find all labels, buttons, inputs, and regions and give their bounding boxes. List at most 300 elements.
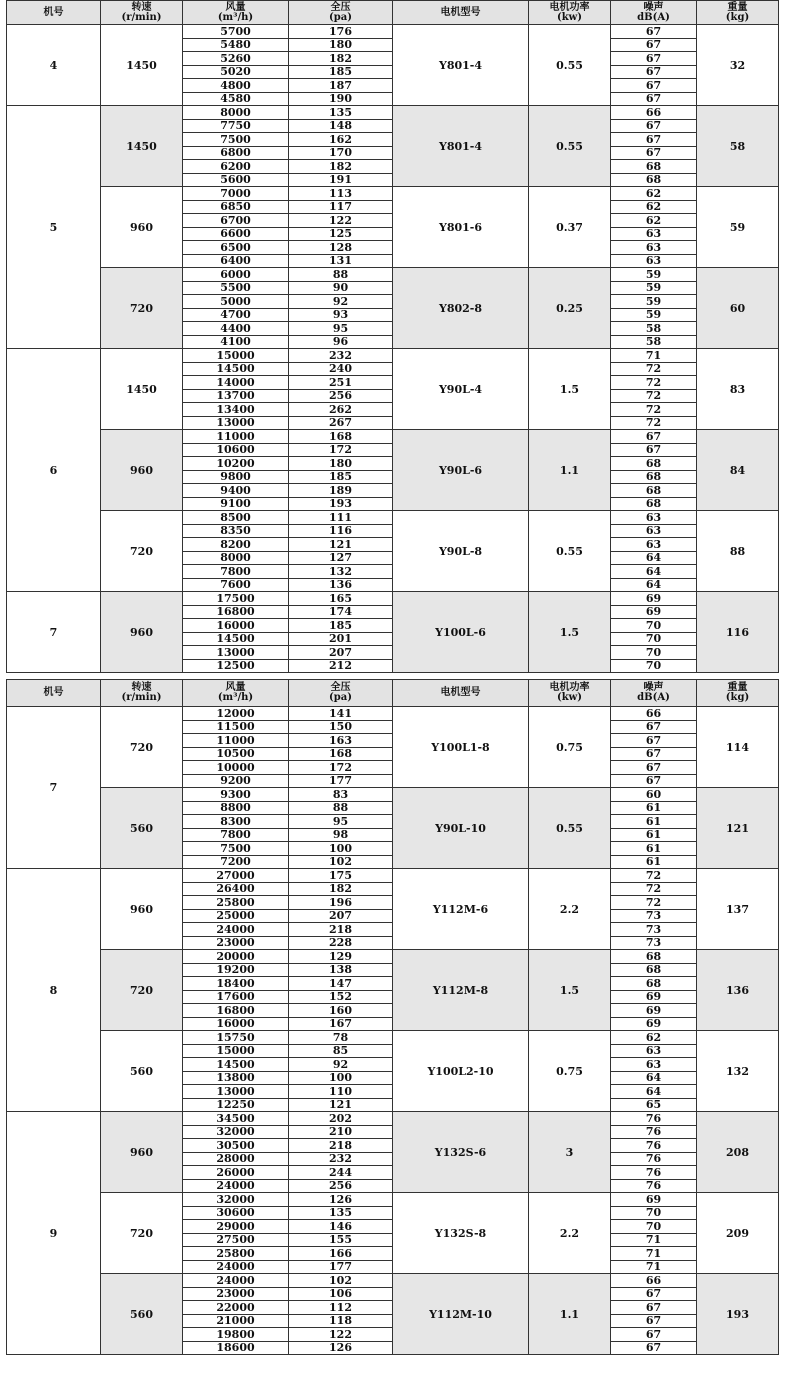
flow-cell: 29000: [183, 1220, 289, 1234]
flow-cell: 5700: [183, 25, 289, 39]
pressure-cell: 191: [289, 173, 393, 187]
pressure-cell: 172: [289, 443, 393, 457]
noise-cell: 67: [611, 65, 697, 79]
pressure-cell: 128: [289, 241, 393, 255]
noise-cell: 62: [611, 200, 697, 214]
pressure-cell: 182: [289, 52, 393, 66]
machine-number-cell: 8: [7, 869, 101, 1112]
table-row: [7, 950, 779, 964]
pressure-cell: 185: [289, 470, 393, 484]
weight-cell: 121: [697, 788, 779, 869]
flow-cell: 6700: [183, 214, 289, 228]
flow-cell: 5020: [183, 65, 289, 79]
table-row: [7, 869, 779, 883]
noise-cell: 64: [611, 565, 697, 579]
speed-cell: 1450: [101, 349, 183, 430]
noise-cell: 68: [611, 470, 697, 484]
table-row: [7, 349, 779, 363]
flow-cell: 24000: [183, 1274, 289, 1288]
noise-cell: 62: [611, 1031, 697, 1045]
noise-cell: 63: [611, 524, 697, 538]
weight-cell: 58: [697, 106, 779, 187]
noise-cell: 63: [611, 241, 697, 255]
pressure-cell: 168: [289, 430, 393, 444]
pressure-cell: 98: [289, 828, 393, 842]
flow-cell: 23000: [183, 1287, 289, 1301]
motor-model-cell: Y100L-6: [393, 592, 529, 673]
header-noise: 噪声 dB(A): [611, 1, 697, 25]
noise-cell: 67: [611, 747, 697, 761]
flow-cell: 16800: [183, 1004, 289, 1018]
machine-number-cell: 5: [7, 106, 101, 349]
noise-cell: 73: [611, 936, 697, 950]
noise-cell: 59: [611, 295, 697, 309]
pressure-cell: 176: [289, 25, 393, 39]
noise-cell: 72: [611, 882, 697, 896]
flow-cell: 12500: [183, 659, 289, 673]
flow-cell: 16800: [183, 605, 289, 619]
speed-cell: 560: [101, 1274, 183, 1355]
noise-cell: 64: [611, 551, 697, 565]
noise-cell: 60: [611, 788, 697, 802]
pressure-cell: 147: [289, 977, 393, 991]
weight-cell: 32: [697, 25, 779, 106]
speed-cell: 960: [101, 1112, 183, 1193]
weight-cell: 114: [697, 707, 779, 788]
pressure-cell: 88: [289, 801, 393, 815]
pressure-cell: 132: [289, 565, 393, 579]
noise-cell: 69: [611, 592, 697, 606]
noise-cell: 66: [611, 707, 697, 721]
speed-cell: 720: [101, 707, 183, 788]
weight-cell: 88: [697, 511, 779, 592]
pressure-cell: 218: [289, 923, 393, 937]
flow-cell: 26000: [183, 1166, 289, 1180]
speed-cell: 720: [101, 950, 183, 1031]
flow-cell: 10600: [183, 443, 289, 457]
header-weight: 重量 (kg): [697, 1, 779, 25]
flow-cell: 7200: [183, 855, 289, 869]
flow-cell: 6850: [183, 200, 289, 214]
pressure-cell: 170: [289, 146, 393, 160]
pressure-cell: 267: [289, 416, 393, 430]
header-speed: 转速 (r/min): [101, 1, 183, 25]
pressure-cell: 175: [289, 869, 393, 883]
noise-cell: 67: [611, 25, 697, 39]
pressure-cell: 92: [289, 1058, 393, 1072]
pressure-cell: 129: [289, 950, 393, 964]
table-row: [7, 187, 779, 201]
speed-cell: 1450: [101, 25, 183, 106]
noise-cell: 71: [611, 1247, 697, 1261]
speed-cell: 720: [101, 1193, 183, 1274]
flow-cell: 21000: [183, 1314, 289, 1328]
noise-cell: 69: [611, 1017, 697, 1031]
flow-cell: 34500: [183, 1112, 289, 1126]
pressure-cell: 162: [289, 133, 393, 147]
flow-cell: 6200: [183, 160, 289, 174]
table-row: [7, 511, 779, 525]
noise-cell: 67: [611, 720, 697, 734]
pressure-cell: 122: [289, 214, 393, 228]
flow-cell: 5000: [183, 295, 289, 309]
table-row: [7, 430, 779, 444]
flow-cell: 16000: [183, 1017, 289, 1031]
noise-cell: 61: [611, 855, 697, 869]
power-cell: 1.1: [529, 430, 611, 511]
noise-cell: 68: [611, 457, 697, 471]
pressure-cell: 78: [289, 1031, 393, 1045]
flow-cell: 32000: [183, 1193, 289, 1207]
flow-cell: 19800: [183, 1328, 289, 1342]
header-power: 电机功率 (kw): [529, 680, 611, 707]
flow-cell: 24000: [183, 923, 289, 937]
motor-model-cell: Y801-4: [393, 106, 529, 187]
speed-cell: 560: [101, 788, 183, 869]
table-body: [7, 707, 779, 1355]
pressure-cell: 190: [289, 92, 393, 106]
flow-cell: 27500: [183, 1233, 289, 1247]
pressure-cell: 85: [289, 1044, 393, 1058]
pressure-cell: 165: [289, 592, 393, 606]
noise-cell: 72: [611, 403, 697, 417]
pressure-cell: 117: [289, 200, 393, 214]
pressure-cell: 110: [289, 1085, 393, 1099]
noise-cell: 70: [611, 619, 697, 633]
flow-cell: 14500: [183, 362, 289, 376]
noise-cell: 67: [611, 92, 697, 106]
flow-cell: 8000: [183, 106, 289, 120]
noise-cell: 67: [611, 734, 697, 748]
noise-cell: 68: [611, 950, 697, 964]
flow-cell: 10200: [183, 457, 289, 471]
speed-cell: 960: [101, 430, 183, 511]
noise-cell: 58: [611, 322, 697, 336]
flow-cell: 27000: [183, 869, 289, 883]
noise-cell: 70: [611, 1220, 697, 1234]
noise-cell: 67: [611, 1341, 697, 1355]
pressure-cell: 100: [289, 1071, 393, 1085]
flow-cell: 32000: [183, 1125, 289, 1139]
motor-model-cell: Y801-6: [393, 187, 529, 268]
machine-number-cell: 6: [7, 349, 101, 592]
flow-cell: 5500: [183, 281, 289, 295]
noise-cell: 70: [611, 1206, 697, 1220]
pressure-cell: 88: [289, 268, 393, 282]
table-header-row: [7, 680, 779, 707]
fan-spec-table-1: [6, 0, 779, 673]
flow-cell: 14500: [183, 632, 289, 646]
speed-cell: 960: [101, 187, 183, 268]
flow-cell: 10000: [183, 761, 289, 775]
flow-cell: 12250: [183, 1098, 289, 1112]
pressure-cell: 150: [289, 720, 393, 734]
noise-cell: 76: [611, 1179, 697, 1193]
pressure-cell: 168: [289, 747, 393, 761]
pressure-cell: 116: [289, 524, 393, 538]
noise-cell: 67: [611, 133, 697, 147]
flow-cell: 11000: [183, 734, 289, 748]
noise-cell: 76: [611, 1152, 697, 1166]
pressure-cell: 232: [289, 1152, 393, 1166]
noise-cell: 67: [611, 430, 697, 444]
pressure-cell: 207: [289, 909, 393, 923]
pressure-cell: 256: [289, 389, 393, 403]
pressure-cell: 228: [289, 936, 393, 950]
noise-cell: 68: [611, 497, 697, 511]
weight-cell: 59: [697, 187, 779, 268]
table-row: [7, 788, 779, 802]
pressure-cell: 125: [289, 227, 393, 241]
weight-cell: 83: [697, 349, 779, 430]
flow-cell: 8800: [183, 801, 289, 815]
flow-cell: 23000: [183, 936, 289, 950]
pressure-cell: 185: [289, 65, 393, 79]
pressure-cell: 126: [289, 1341, 393, 1355]
table-row: [7, 106, 779, 120]
pressure-cell: 92: [289, 295, 393, 309]
flow-cell: 6400: [183, 254, 289, 268]
pressure-cell: 148: [289, 119, 393, 133]
weight-cell: 132: [697, 1031, 779, 1112]
flow-cell: 9300: [183, 788, 289, 802]
speed-cell: 1450: [101, 106, 183, 187]
flow-cell: 22000: [183, 1301, 289, 1315]
pressure-cell: 131: [289, 254, 393, 268]
flow-cell: 17600: [183, 990, 289, 1004]
pressure-cell: 193: [289, 497, 393, 511]
flow-cell: 15000: [183, 349, 289, 363]
noise-cell: 67: [611, 38, 697, 52]
noise-cell: 64: [611, 1085, 697, 1099]
pressure-cell: 207: [289, 646, 393, 660]
flow-cell: 8200: [183, 538, 289, 552]
flow-cell: 13400: [183, 403, 289, 417]
noise-cell: 69: [611, 990, 697, 1004]
pressure-cell: 174: [289, 605, 393, 619]
pressure-cell: 93: [289, 308, 393, 322]
pressure-cell: 182: [289, 882, 393, 896]
motor-model-cell: Y802-8: [393, 268, 529, 349]
motor-model-cell: Y112M-8: [393, 950, 529, 1031]
header-speed: 转速 (r/min): [101, 680, 183, 707]
pressure-cell: 182: [289, 160, 393, 174]
pressure-cell: 167: [289, 1017, 393, 1031]
pressure-cell: 111: [289, 511, 393, 525]
pressure-cell: 152: [289, 990, 393, 1004]
pressure-cell: 141: [289, 707, 393, 721]
noise-cell: 61: [611, 815, 697, 829]
pressure-cell: 95: [289, 322, 393, 336]
noise-cell: 66: [611, 1274, 697, 1288]
table-body: [7, 25, 779, 673]
noise-cell: 73: [611, 909, 697, 923]
pressure-cell: 240: [289, 362, 393, 376]
flow-cell: 5480: [183, 38, 289, 52]
pressure-cell: 106: [289, 1287, 393, 1301]
noise-cell: 72: [611, 896, 697, 910]
flow-cell: 13700: [183, 389, 289, 403]
pressure-cell: 180: [289, 457, 393, 471]
header-pressure: 全压 (pa): [289, 1, 393, 25]
flow-cell: 7000: [183, 187, 289, 201]
noise-cell: 66: [611, 106, 697, 120]
power-cell: 0.75: [529, 1031, 611, 1112]
noise-cell: 59: [611, 281, 697, 295]
header-pressure: 全压 (pa): [289, 680, 393, 707]
flow-cell: 6000: [183, 268, 289, 282]
flow-cell: 16000: [183, 619, 289, 633]
pressure-cell: 90: [289, 281, 393, 295]
pressure-cell: 180: [289, 38, 393, 52]
power-cell: 0.55: [529, 788, 611, 869]
noise-cell: 70: [611, 632, 697, 646]
pressure-cell: 189: [289, 484, 393, 498]
noise-cell: 72: [611, 362, 697, 376]
flow-cell: 9100: [183, 497, 289, 511]
pressure-cell: 136: [289, 578, 393, 592]
noise-cell: 72: [611, 416, 697, 430]
machine-number-cell: 7: [7, 592, 101, 673]
pressure-cell: 212: [289, 659, 393, 673]
header-machine: 机号: [7, 1, 101, 25]
flow-cell: 9400: [183, 484, 289, 498]
flow-cell: 5600: [183, 173, 289, 187]
noise-cell: 70: [611, 659, 697, 673]
noise-cell: 63: [611, 1058, 697, 1072]
flow-cell: 6600: [183, 227, 289, 241]
flow-cell: 4580: [183, 92, 289, 106]
power-cell: 2.2: [529, 1193, 611, 1274]
flow-cell: 28000: [183, 1152, 289, 1166]
pressure-cell: 201: [289, 632, 393, 646]
flow-cell: 30500: [183, 1139, 289, 1153]
motor-model-cell: Y100L1-8: [393, 707, 529, 788]
flow-cell: 30600: [183, 1206, 289, 1220]
flow-cell: 13000: [183, 416, 289, 430]
weight-cell: 208: [697, 1112, 779, 1193]
weight-cell: 209: [697, 1193, 779, 1274]
flow-cell: 14500: [183, 1058, 289, 1072]
flow-cell: 10500: [183, 747, 289, 761]
noise-cell: 59: [611, 268, 697, 282]
pressure-cell: 218: [289, 1139, 393, 1153]
flow-cell: 18600: [183, 1341, 289, 1355]
noise-cell: 68: [611, 160, 697, 174]
table-row: [7, 707, 779, 721]
weight-cell: 60: [697, 268, 779, 349]
noise-cell: 72: [611, 389, 697, 403]
table-row: [7, 25, 779, 39]
noise-cell: 71: [611, 349, 697, 363]
noise-cell: 76: [611, 1166, 697, 1180]
header-power: 电机功率 (kw): [529, 1, 611, 25]
flow-cell: 15750: [183, 1031, 289, 1045]
motor-model-cell: Y100L2-10: [393, 1031, 529, 1112]
motor-model-cell: Y112M-10: [393, 1274, 529, 1355]
pressure-cell: 100: [289, 842, 393, 856]
flow-cell: 4400: [183, 322, 289, 336]
speed-cell: 720: [101, 268, 183, 349]
flow-cell: 4800: [183, 79, 289, 93]
noise-cell: 68: [611, 484, 697, 498]
fan-spec-table-2: [6, 679, 779, 1355]
flow-cell: 6800: [183, 146, 289, 160]
header-flow: 风量 (m³/h): [183, 680, 289, 707]
noise-cell: 69: [611, 1193, 697, 1207]
pressure-cell: 163: [289, 734, 393, 748]
power-cell: 1.5: [529, 950, 611, 1031]
noise-cell: 63: [611, 227, 697, 241]
noise-cell: 76: [611, 1139, 697, 1153]
motor-model-cell: Y132S-6: [393, 1112, 529, 1193]
flow-cell: 14000: [183, 376, 289, 390]
flow-cell: 9800: [183, 470, 289, 484]
table-header-row: [7, 1, 779, 25]
noise-cell: 68: [611, 977, 697, 991]
noise-cell: 62: [611, 214, 697, 228]
noise-cell: 67: [611, 1314, 697, 1328]
flow-cell: 9200: [183, 774, 289, 788]
pressure-cell: 135: [289, 1206, 393, 1220]
noise-cell: 61: [611, 828, 697, 842]
noise-cell: 62: [611, 187, 697, 201]
header-motor: 电机型号: [393, 680, 529, 707]
speed-cell: 560: [101, 1031, 183, 1112]
pressure-cell: 135: [289, 106, 393, 120]
flow-cell: 7600: [183, 578, 289, 592]
flow-cell: 7750: [183, 119, 289, 133]
flow-cell: 24000: [183, 1260, 289, 1274]
power-cell: 0.37: [529, 187, 611, 268]
flow-cell: 6500: [183, 241, 289, 255]
table-row: [7, 1031, 779, 1045]
flow-cell: 24000: [183, 1179, 289, 1193]
motor-model-cell: Y90L-8: [393, 511, 529, 592]
flow-cell: 8350: [183, 524, 289, 538]
pressure-cell: 118: [289, 1314, 393, 1328]
flow-cell: 4100: [183, 335, 289, 349]
power-cell: 0.25: [529, 268, 611, 349]
noise-cell: 72: [611, 869, 697, 883]
noise-cell: 72: [611, 376, 697, 390]
noise-cell: 68: [611, 173, 697, 187]
noise-cell: 67: [611, 774, 697, 788]
motor-model-cell: Y90L-10: [393, 788, 529, 869]
pressure-cell: 202: [289, 1112, 393, 1126]
motor-model-cell: Y112M-6: [393, 869, 529, 950]
noise-cell: 63: [611, 254, 697, 268]
flow-cell: 11500: [183, 720, 289, 734]
noise-cell: 67: [611, 79, 697, 93]
flow-cell: 13000: [183, 1085, 289, 1099]
pressure-cell: 177: [289, 1260, 393, 1274]
flow-cell: 8000: [183, 551, 289, 565]
speed-cell: 960: [101, 869, 183, 950]
pressure-cell: 256: [289, 1179, 393, 1193]
weight-cell: 193: [697, 1274, 779, 1355]
pressure-cell: 126: [289, 1193, 393, 1207]
flow-cell: 13800: [183, 1071, 289, 1085]
power-cell: 2.2: [529, 869, 611, 950]
pressure-cell: 155: [289, 1233, 393, 1247]
power-cell: 0.55: [529, 511, 611, 592]
noise-cell: 61: [611, 801, 697, 815]
weight-cell: 136: [697, 950, 779, 1031]
noise-cell: 73: [611, 923, 697, 937]
flow-cell: 13000: [183, 646, 289, 660]
power-cell: 3: [529, 1112, 611, 1193]
